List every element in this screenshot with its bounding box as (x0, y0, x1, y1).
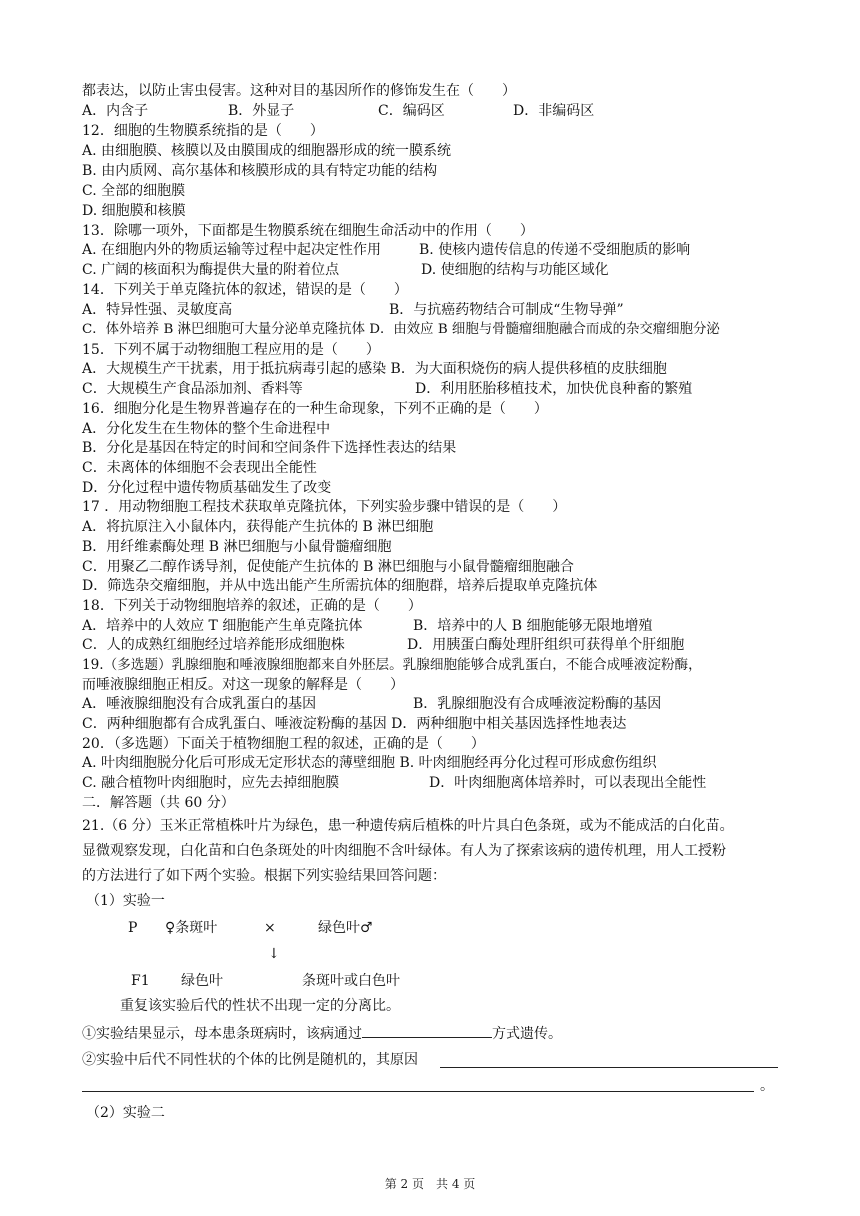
experiment-2-heading: （2）实验二 (86, 1105, 165, 1121)
experiment-1-f1-row (0, 971, 860, 991)
f1-green-leaf: 绿色叶 (181, 973, 223, 989)
question-17-stem: 17 ．用动物细胞工程技术获取单克隆抗体，下列实验步骤中错误的是（ ） (82, 499, 567, 515)
question-20-options-ab: A. 叶肉细胞脱分化后可形成无定形状态的薄壁细胞 B. 叶肉细胞经再分化过程可形成愈伤组织 (82, 755, 657, 771)
option-b: B．外显子 (228, 103, 295, 119)
sub-1-text: ①实验结果显示，母本患条斑病时，该病通过 (82, 1026, 362, 1042)
f1-striped-or-white-leaf: 条斑叶或白色叶 (302, 973, 400, 989)
experiment-1-heading: （1）实验一 (86, 893, 165, 909)
option-a: A．内含子 (82, 103, 149, 119)
question-13-options-cd (82, 260, 782, 280)
option-a: A．培养中的人效应 T 细胞能产生单克隆抗体 (82, 618, 363, 634)
question-19-options-ab (82, 694, 782, 714)
sub-2-end-mark: 。 (760, 1078, 774, 1094)
question-17-option-c: C．用聚乙二醇作诱导剂，促使能产生抗体的 B 淋巴细胞与小鼠骨髓瘤细胞融合 (82, 559, 574, 575)
question-14-stem: 14．下列关于单克隆抗体的叙述，错误的是（ ） (82, 282, 408, 298)
question-16-stem: 16．细胞分化是生物界普遍存在的一种生命现象，下列不正确的是（ ） (82, 401, 548, 417)
question-12-stem: 12．细胞的生物膜系统指的是（ ） (82, 123, 324, 139)
question-16-option-a: A．分化发生在生物体的整个生命进程中 (82, 421, 331, 437)
option-b: B．乳腺细胞没有合成唾液淀粉酶的基因 (413, 696, 662, 712)
generation-p-label: P (128, 920, 138, 936)
experiment-1-arrow-row (0, 944, 860, 964)
question-12-option-b: B. 由内质网、高尔基体和核膜形成的具有特定功能的结构 (82, 163, 438, 179)
experiment-1-cross-row (0, 918, 860, 938)
question-19-stem-cont: 而唾液腺细胞正相反。对这一现象的解释是（ ） (82, 677, 404, 693)
question-12-option-d: D. 细胞膜和核膜 (82, 203, 186, 219)
option-b: B．与抗癌药物结合可制成“生物导弹” (389, 302, 624, 318)
question-21-stem: 21.（6 分）玉米正常植株叶片为绿色，患一种遗传病后植株的叶片具白色条斑，或为不能成活的白化苗。 (82, 818, 734, 834)
sub-2-text: ②实验中后代不同性状的个体的比例是随机的，其原因 (82, 1052, 418, 1068)
question-21-stem-cont1: 显微观察发现，白化苗和白色条斑处的叶肉细胞不含叶绿体。有人为了探索该病的遗传机理，用人工授粉 (82, 843, 726, 859)
option-c: C. 融合植物叶肉细胞时，应先去掉细胞膜 (82, 775, 340, 791)
answer-blank-2b[interactable] (82, 1091, 754, 1092)
male-parent: 绿色叶♂ (318, 920, 373, 936)
question-11-options (82, 101, 782, 121)
question-17-option-d: D．筛选杂交瘤细胞，并从中选出能产生所需抗体的细胞群，培养后提取单克隆抗体 (82, 578, 598, 594)
cross-symbol: × (264, 920, 276, 936)
option-d: D．利用胚胎移植技术，加快优良种畜的繁殖 (415, 381, 693, 397)
question-16-option-d: D．分化过程中遗传物质基础发生了改变 (82, 480, 332, 496)
question-21-stem-cont2: 的方法进行了如下两个实验。根据下列实验结果回答问题： (82, 868, 446, 884)
question-18-stem: 18．下列关于动物细胞培养的叙述，正确的是（ ） (82, 598, 422, 614)
experiment-1-note: 重复该实验后代的性状不出现一定的分离比。 (120, 998, 400, 1014)
page-footer: 第 2 页 共 4 页 (384, 1177, 476, 1191)
question-15-options-ab: A．大规模生产干扰素，用于抵抗病毒引起的感染 B．为大面积烧伤的病人提供移植的皮肤细胞 (82, 361, 667, 377)
answer-blank-1[interactable] (362, 1023, 492, 1038)
option-c: C．人的成熟红细胞经过培养能形成细胞株 (82, 637, 345, 653)
option-b: B. 使核内遗传信息的传递不受细胞质的影响 (419, 242, 691, 258)
option-d: D. 使细胞的结构与功能区域化 (421, 262, 609, 278)
question-18-options-ab (82, 616, 782, 636)
question-12-option-a: A. 由细胞膜、核膜以及由膜围成的细胞器形成的统一膜系统 (82, 143, 452, 159)
question-21-sub-1 (82, 1023, 782, 1043)
down-arrow-icon: ↓ (268, 946, 280, 962)
question-14-options-cd: C．体外培养 B 淋巴细胞可大量分泌单克隆抗体 D．由效应 B 细胞与骨髓瘤细胞融合而成的杂交瘤细胞分泌 (82, 322, 720, 337)
question-13-options-ab (82, 240, 782, 260)
generation-f1-label: F1 (131, 973, 150, 989)
question-13-stem: 13．除哪一项外，下面都是生物膜系统在细胞生命活动中的作用（ ） (82, 223, 534, 239)
answer-blank-2a[interactable] (440, 1067, 778, 1068)
section-heading: 二．解答题（共 60 分） (82, 795, 235, 811)
question-20-stem: 20．（多选题）下面关于植物细胞工程的叙述，正确的是（ ） (82, 736, 485, 752)
option-b: B．培养中的人 B 细胞能够无限地增殖 (413, 618, 653, 634)
option-a: A．特异性强、灵敏度高 (82, 302, 233, 318)
question-20-options-cd (82, 773, 782, 793)
option-c: C．编码区 (378, 103, 445, 119)
option-a: A. 在细胞内外的物质运输等过程中起决定性作用 (82, 242, 382, 258)
question-18-options-cd (82, 635, 782, 655)
question-17-option-b: B．用纤维素酶处理 B 淋巴细胞与小鼠骨髓瘤细胞 (82, 539, 392, 555)
question-19-options-cd: C．两种细胞都有合成乳蛋白、唾液淀粉酶的基因 D．两种细胞中相关基因选择性地表达 (82, 716, 627, 732)
sub-1-tail: 方式遗传。 (492, 1026, 562, 1042)
question-16-option-b: B．分化是基因在特定的时间和空间条件下选择性表达的结果 (82, 440, 457, 456)
option-d: D．非编码区 (513, 103, 595, 119)
option-d: D．用胰蛋白酶处理肝组织可获得单个肝细胞 (407, 637, 685, 653)
question-14-options-ab (82, 300, 782, 320)
question-19-stem: 19.（多选题）乳腺细胞和唾液腺细胞都来自外胚层。乳腺细胞能够合成乳蛋白，不能合成唾液淀粉酶， (82, 657, 702, 673)
question-17-option-a: A．将抗原注入小鼠体内，获得能产生抗体的 B 淋巴细胞 (82, 519, 434, 535)
question-12-option-c: C. 全部的细胞膜 (82, 183, 186, 199)
question-16-option-c: C．未离体的体细胞不会表现出全能性 (82, 460, 317, 476)
option-c: C. 广阔的核面积为酶提供大量的附着位点 (82, 262, 340, 278)
option-a: A．唾液腺细胞没有合成乳蛋白的基因 (82, 696, 317, 712)
question-15-options-cd (82, 379, 782, 399)
option-c: C．大规模生产食品添加剂、香料等 (82, 381, 303, 397)
female-parent: ♀条斑叶 (165, 920, 218, 936)
option-d: D．叶肉细胞离体培养时，可以表现出全能性 (429, 775, 707, 791)
question-11-stem-cont: 都表达，以防止害虫侵害。这种对目的基因所作的修饰发生在（ ） (82, 83, 516, 99)
question-15-stem: 15．下列不属于动物细胞工程应用的是（ ） (82, 342, 380, 358)
